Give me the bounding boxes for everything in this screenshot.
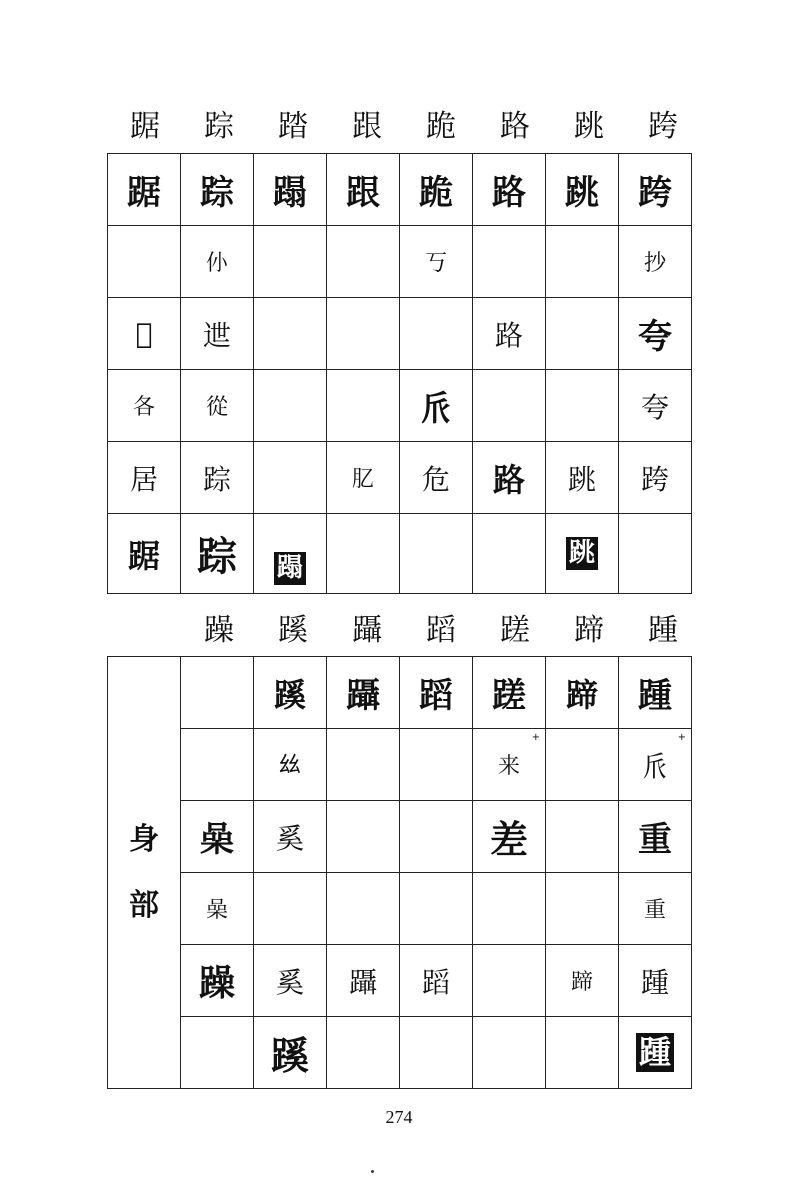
glyph-cell bbox=[619, 801, 692, 873]
glyph: 踞 bbox=[127, 173, 161, 213]
glyph: 抄 bbox=[643, 251, 666, 276]
glyph: 躁 bbox=[198, 963, 235, 1004]
glyph-cell bbox=[254, 801, 327, 873]
glyph-cell bbox=[108, 442, 181, 514]
glyph: 跪 bbox=[419, 173, 453, 213]
glyph: 差 bbox=[489, 818, 528, 862]
glyph-cell bbox=[473, 298, 546, 370]
glyph-cell bbox=[473, 370, 546, 442]
glyph-cell bbox=[181, 226, 254, 298]
glyph-cell bbox=[327, 729, 400, 801]
glyph: 危 bbox=[421, 462, 450, 496]
glyph: 𠀉 bbox=[135, 317, 153, 350]
glyph-cell bbox=[254, 945, 327, 1017]
glyph-cell bbox=[181, 801, 254, 873]
glyph-cell bbox=[546, 298, 619, 370]
glyph-cell bbox=[181, 945, 254, 1017]
glyph-cell bbox=[181, 514, 254, 594]
bottom-header-char: 躁 bbox=[204, 613, 234, 648]
glyph: 仦 bbox=[205, 251, 228, 276]
glyph: 肊 bbox=[351, 467, 374, 492]
radical-label-text: 身部 bbox=[129, 821, 159, 923]
table-row bbox=[108, 298, 692, 370]
glyph-cell bbox=[327, 873, 400, 945]
glyph-cell bbox=[254, 370, 327, 442]
glyph-cell bbox=[327, 298, 400, 370]
top-header-char: 跳 bbox=[574, 109, 604, 144]
glyph: 路 bbox=[492, 460, 525, 499]
glyph-cell bbox=[181, 154, 254, 226]
glyph-cell bbox=[619, 226, 692, 298]
glyph: 重 bbox=[638, 820, 672, 860]
glyph-cell bbox=[546, 945, 619, 1017]
table-row bbox=[108, 945, 692, 1017]
glyph: 𠂢 bbox=[419, 389, 453, 429]
glyph-cell bbox=[400, 801, 473, 873]
radical-label bbox=[108, 657, 181, 1089]
glyph: 蹊 bbox=[273, 675, 306, 714]
glyph-cell bbox=[327, 657, 400, 729]
glyph: 喿 bbox=[200, 820, 234, 860]
bottom-glyph-table bbox=[107, 656, 692, 1089]
glyph-cell bbox=[327, 442, 400, 514]
glyph-cell bbox=[400, 226, 473, 298]
table-row bbox=[108, 370, 692, 442]
glyph-cell bbox=[473, 657, 546, 729]
glyph: 蹄 bbox=[570, 970, 593, 995]
glyph: 蹈 bbox=[421, 965, 450, 999]
table-row bbox=[108, 729, 692, 801]
glyph-cell bbox=[546, 801, 619, 873]
glyph-cell bbox=[254, 226, 327, 298]
top-header-char: 跨 bbox=[648, 109, 678, 144]
glyph-cell bbox=[181, 729, 254, 801]
table-row bbox=[108, 801, 692, 873]
glyph-cell bbox=[108, 298, 181, 370]
glyph-cell bbox=[254, 1017, 327, 1089]
glyph-cell bbox=[327, 514, 400, 594]
glyph-cell bbox=[181, 873, 254, 945]
glyph-cell bbox=[546, 442, 619, 514]
glyph-cell bbox=[619, 657, 692, 729]
glyph-cell bbox=[473, 514, 546, 594]
glyph: 奚 bbox=[275, 965, 304, 999]
glyph-cell bbox=[254, 657, 327, 729]
glyph: 踪 bbox=[200, 173, 234, 213]
glyph-cell bbox=[400, 1017, 473, 1089]
glyph-cell bbox=[619, 442, 692, 514]
glyph: 奚 bbox=[275, 821, 304, 855]
page-number: 274 bbox=[385, 1107, 413, 1127]
glyph: 蹊 bbox=[270, 1034, 309, 1078]
glyph-cell bbox=[473, 873, 546, 945]
glyph-cell bbox=[546, 226, 619, 298]
top-glyph-table bbox=[107, 153, 692, 594]
glyph: 踪 bbox=[202, 462, 231, 496]
bottom-header-char: 躡 bbox=[352, 613, 382, 648]
glyph-cell bbox=[327, 1017, 400, 1089]
table-row bbox=[108, 1017, 692, 1089]
glyph-cell bbox=[327, 801, 400, 873]
seal-glyph: 跳 bbox=[566, 537, 598, 570]
glyph-cell bbox=[473, 801, 546, 873]
glyph-cell bbox=[400, 873, 473, 945]
glyph: 重 bbox=[643, 898, 666, 923]
glyph: 躡 bbox=[348, 965, 377, 999]
glyph-cell bbox=[254, 514, 327, 594]
glyph-cell bbox=[254, 729, 327, 801]
table-row bbox=[108, 657, 692, 729]
glyph: 蹄 bbox=[565, 675, 598, 714]
glyph: 来 bbox=[497, 754, 520, 779]
bottom-header-char: 蹈 bbox=[426, 613, 456, 648]
glyph: 路 bbox=[492, 173, 526, 213]
glyph-cell bbox=[254, 298, 327, 370]
bottom-header-char: 踵 bbox=[648, 613, 678, 648]
glyph: 跨 bbox=[638, 173, 672, 213]
bottom-header-row bbox=[182, 613, 700, 648]
glyph-cell bbox=[619, 370, 692, 442]
table-row bbox=[108, 442, 692, 514]
glyph-cell bbox=[619, 1017, 692, 1089]
top-header-row bbox=[108, 109, 700, 144]
glyph: 夸 bbox=[638, 317, 672, 357]
glyph-cell bbox=[546, 657, 619, 729]
glyph: 跳 bbox=[565, 173, 599, 213]
glyph-cell bbox=[254, 154, 327, 226]
top-header-char: 踞 bbox=[130, 109, 160, 144]
glyph: 跳 bbox=[567, 462, 596, 496]
glyph-cell bbox=[108, 514, 181, 594]
glyph-cell bbox=[181, 657, 254, 729]
glyph-cell bbox=[546, 154, 619, 226]
glyph: 夸 bbox=[640, 390, 669, 424]
top-header-char: 跪 bbox=[426, 109, 456, 144]
glyph-cell bbox=[108, 370, 181, 442]
glyph-cell bbox=[619, 945, 692, 1017]
glyph-cell bbox=[108, 154, 181, 226]
glyph: 踵 bbox=[638, 676, 672, 716]
glyph-cell bbox=[400, 442, 473, 514]
glyph: 躡 bbox=[346, 676, 380, 716]
glyph-cell bbox=[619, 729, 692, 801]
glyph-cell bbox=[400, 154, 473, 226]
glyph-cell bbox=[327, 945, 400, 1017]
plus-mark: + bbox=[677, 732, 686, 743]
table-row bbox=[108, 873, 692, 945]
glyph: 丂 bbox=[424, 251, 447, 276]
glyph: 蹋 bbox=[273, 173, 307, 213]
glyph: 迣 bbox=[202, 318, 231, 352]
glyph-cell bbox=[400, 657, 473, 729]
glyph: 跟 bbox=[346, 173, 380, 213]
bottom-header-char: 蹄 bbox=[574, 613, 604, 648]
glyph-cell bbox=[181, 442, 254, 514]
glyph-cell bbox=[327, 154, 400, 226]
glyph-cell bbox=[546, 729, 619, 801]
seal-glyph: 踵 bbox=[636, 1033, 674, 1072]
glyph-cell bbox=[546, 514, 619, 594]
seal-glyph: 蹋 bbox=[274, 552, 306, 585]
glyph-cell bbox=[254, 442, 327, 514]
glyph-cell bbox=[546, 873, 619, 945]
glyph: 各 bbox=[132, 395, 155, 420]
glyph: 蹈 bbox=[419, 676, 453, 716]
glyph-cell bbox=[254, 873, 327, 945]
glyph-cell bbox=[400, 945, 473, 1017]
glyph: 路 bbox=[494, 318, 523, 352]
glyph-cell bbox=[619, 298, 692, 370]
glyph-cell bbox=[181, 1017, 254, 1089]
table-row bbox=[108, 226, 692, 298]
glyph-cell bbox=[619, 514, 692, 594]
glyph: 𠂢 bbox=[640, 749, 669, 783]
glyph: 居 bbox=[129, 462, 158, 496]
glyph-cell bbox=[327, 226, 400, 298]
glyph: 跨 bbox=[640, 462, 669, 496]
top-header-char: 跟 bbox=[352, 109, 382, 144]
glyph-cell bbox=[400, 514, 473, 594]
glyph-cell bbox=[619, 154, 692, 226]
bottom-header-char: 蹊 bbox=[278, 613, 308, 648]
glyph-cell bbox=[327, 370, 400, 442]
glyph-cell bbox=[400, 370, 473, 442]
speck-mark bbox=[371, 1170, 374, 1173]
top-header-char: 踪 bbox=[204, 109, 234, 144]
glyph-cell bbox=[619, 873, 692, 945]
glyph-cell bbox=[108, 226, 181, 298]
glyph-cell bbox=[473, 729, 546, 801]
glyph: 踵 bbox=[640, 965, 669, 999]
glyph-cell bbox=[473, 442, 546, 514]
glyph-cell bbox=[400, 729, 473, 801]
top-header-char: 路 bbox=[500, 109, 530, 144]
table-row bbox=[108, 154, 692, 226]
glyph: 蹉 bbox=[492, 676, 526, 716]
top-header-char: 踏 bbox=[278, 109, 308, 144]
plus-mark: + bbox=[531, 732, 540, 743]
glyph: 從 bbox=[205, 395, 228, 420]
glyph-cell bbox=[546, 1017, 619, 1089]
glyph: 踪 bbox=[197, 534, 237, 580]
glyph-cell bbox=[181, 298, 254, 370]
glyph-cell bbox=[473, 1017, 546, 1089]
glyph: 踞 bbox=[127, 536, 160, 575]
glyph: 喿 bbox=[205, 898, 228, 923]
table-row bbox=[108, 514, 692, 594]
glyph: 𢆶 bbox=[278, 753, 301, 778]
glyph-cell bbox=[546, 370, 619, 442]
glyph-cell bbox=[400, 298, 473, 370]
glyph-cell bbox=[473, 154, 546, 226]
glyph-cell bbox=[473, 945, 546, 1017]
bottom-header-char: 蹉 bbox=[500, 613, 530, 648]
glyph-cell bbox=[473, 226, 546, 298]
glyph-cell bbox=[181, 370, 254, 442]
